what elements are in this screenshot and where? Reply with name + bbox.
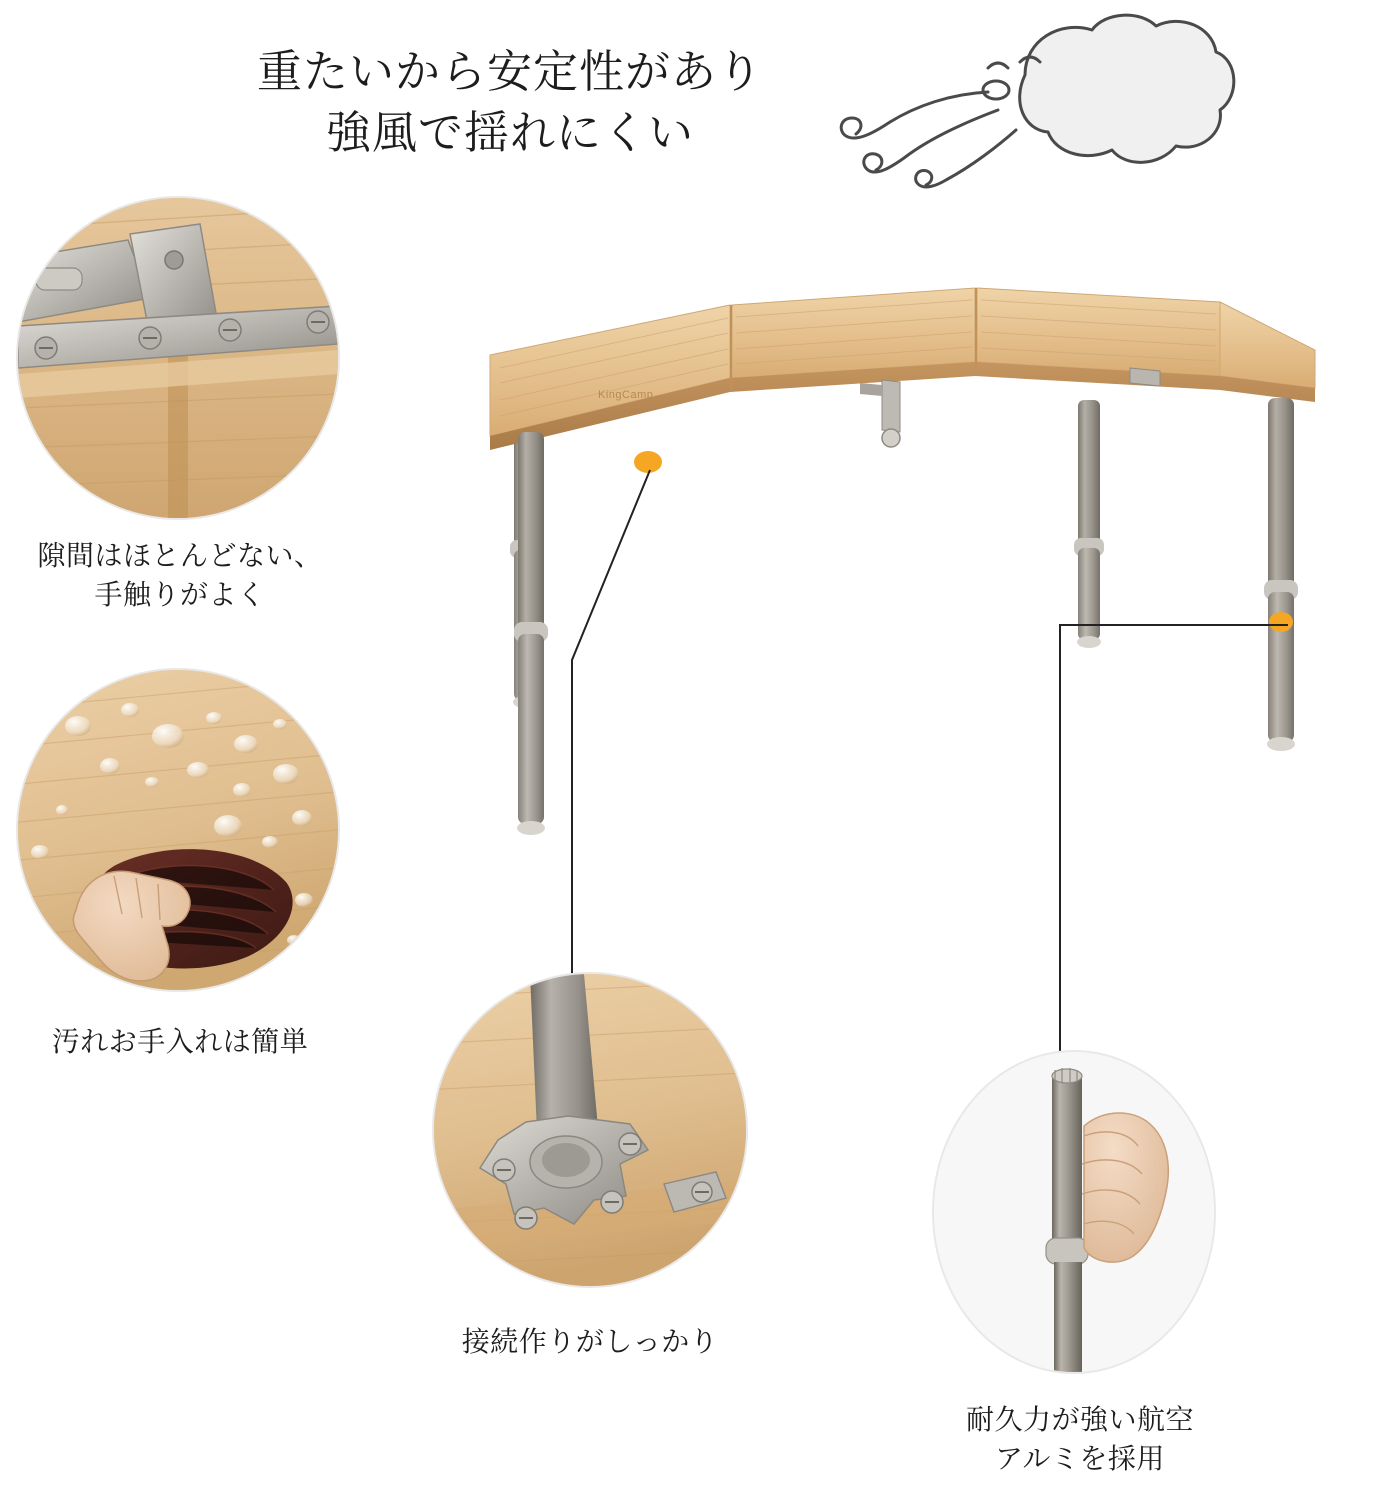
aluminium-caption-line2: アルミを採用 (995, 1443, 1165, 1475)
page-title-line1: 重たいから安定性があり (256, 46, 763, 97)
easy-clean-photo (16, 668, 340, 992)
hinge-caption-line1: 隙間はほとんどない、 (37, 540, 323, 571)
page-title-line2: 強風で揺れにくい (325, 106, 694, 158)
aluminium-caption-line1: 耐久力が強い航空 (965, 1404, 1194, 1435)
svg-text:KingCamp: KingCamp (598, 389, 654, 401)
easy-clean-caption: 汚れお手入れは簡単 (51, 1026, 309, 1057)
hinge-caption-line2: 手触りがよく (94, 579, 266, 611)
leg-joint-closeup-photo (432, 972, 748, 1288)
wind-cloud-icon (820, 10, 1240, 230)
page-title (160, 42, 860, 164)
hinge-closeup-photo (16, 196, 340, 520)
product-main-photo (430, 250, 1360, 890)
aluminium-caption (880, 1400, 1280, 1478)
aluminium-pole-photo (932, 1050, 1216, 1374)
hinge-caption (0, 536, 360, 614)
leg-joint-caption: 接続作りがしっかり (461, 1326, 719, 1357)
